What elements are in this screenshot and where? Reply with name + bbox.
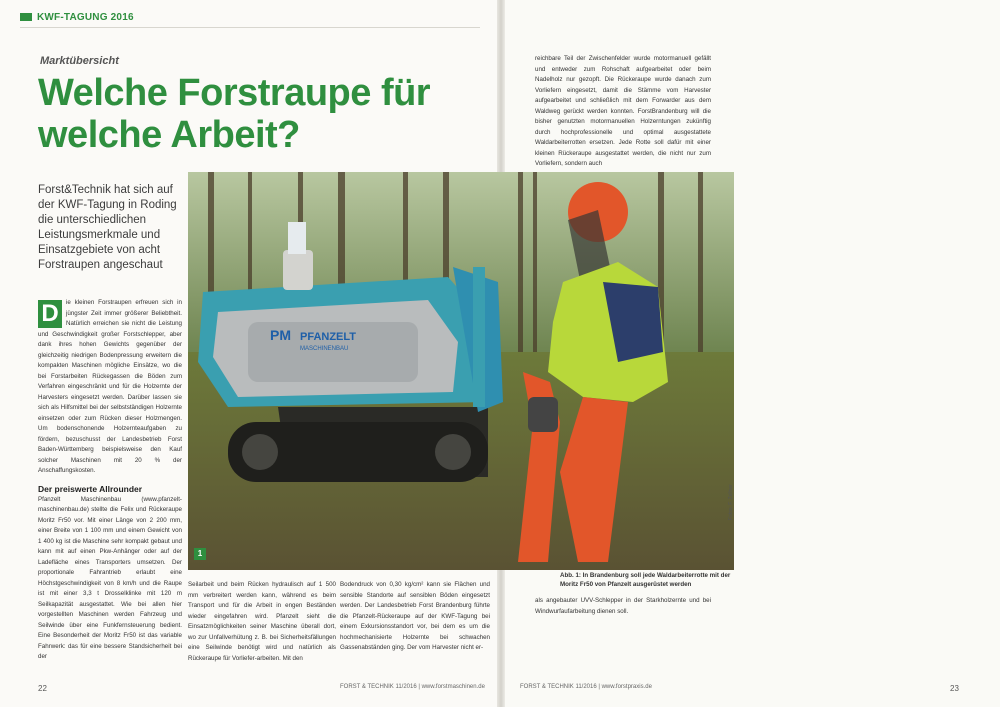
headline: Welche Forstraupe für welche Arbeit? (38, 72, 431, 156)
svg-text:MASCHINENBAU: MASCHINENBAU (300, 346, 349, 352)
middle-column (188, 580, 336, 680)
kicker: Marktübersicht (40, 55, 119, 67)
mid-para-2: Bodendruck von 0,30 kg/cm² kann sie Flächen und sensible Standorte auf sensiblen Böden eingesetzt werden. Der Landesbetrieb Forst Brandenburg führte die Pfanzelt-Rückeraupe auf der KWF-Tagung bei einem Exkursionsstandort vor, bei dem es um die hochmechanisierte Holzernte bei schwachen Gassenabständen ging. Der vom Harvester nicht er- (340, 581, 490, 651)
machine-brand-logo: PM (270, 327, 291, 343)
photo-credit: Fotos: F. Zellner (728, 484, 734, 520)
subhead: Der preiswerte Allrounder (38, 483, 143, 494)
left-footer-publication: FORST & TECHNIK 11/2016 | www.forstmaschinen.de (340, 684, 485, 690)
left-column (38, 298, 182, 678)
right-bottom-column (535, 596, 711, 636)
dropcap: D (38, 300, 62, 328)
left-para-1: ie kleinen Forstraupen erfreuen sich in jüngster Zeit immer größerer Beliebtheit. Natürlich erreichen sie nicht die Leistung und Geschwindigkeit großer Forstschlepper, aber dank ihres hohen Gewichts gegenüber der gleichzeitig niedrigen Bodenpressung erweitern die kompakten Maschinen mögliche Einsätze, wo die bei Forstarbeiten Rückegassen die Böden zum Verfahren eingeschränkt und für die Holzernte der Harvesters eingesetzt werden. Darüber lassen sie sich als Hilfsmittel bei der selbstständigen Holzernte einsetzen oder zum Rücken dieser Holzmengen. Um bodenschonende Holzernteaufgaben zu fördern, bezuschusst der Landesbetrieb Forst Baden-Württemberg beispielsweise den Kauf solcher Maschinen mit 20 % der Anschaffungskosten. (38, 299, 182, 474)
photo-badge: 1 (194, 548, 206, 560)
right-page-number: 23 (950, 684, 959, 693)
right-top-para: reichbare Teil der Zwischenfelder wurde motormanuell gefällt und entweder zum Rohschaft aufgearbeitet oder beim Nadelholz nur gezopft. Die Rückeraupe wurde danach zum Vorliefern eingesetzt, damit die Stämme vom Harvester aufgearbeitet und schließlich mit dem Forwarder aus dem Waldweg gerückt werden konnten. ForstBrandenburg will die bisher genutzten motormanuellen Holzerntungen zukünftig durch hochprofessionelle und optimal ausgestattete Waldarbeiterrotten ersetzen. Jede Rotte soll dafür mit einer kleinen Rückeraupe ausgestattet werden, die nicht nur zum Vorliefern, sondern auch (535, 55, 711, 166)
left-page-number: 22 (38, 684, 47, 693)
right-bottom-para: als angebauter UVV-Schlepper in der Starkholzernte und bei Windwurfaufarbeitung dienen soll. (535, 597, 711, 615)
feature-photo (188, 172, 734, 570)
middle-column-2 (340, 580, 490, 680)
left-para-2: Pfanzelt Maschinenbau (www.pfanzelt-maschinenbau.de) stellte die Felix und Rückeraupe Moritz Fr50 vor. Mit einer Länge von 2 200 mm, einer Breite von 1 100 mm und einem Gewicht von 1 400 kg ist die Maschine sehr kompakt gebaut und kann mit auf einen Pkw-Anhänger oder auf der Ladefläche eines Transporters umsetzen. Der proportionale Fahrantrieb erlaubt eine Höchstgeschwindigkeit von 8 km/h und die Raupe ist mit einer 3,3 t Drosselklinke mit 120 m Seilkapazität ausgestattet. Wie bei allen hier vorgestellten Maschinen werden Fahrzeug und Seilwinde über eine Funkfernsteuerung bedient. Eine Besonderheit der Moritz Fr50 ist das variable Fahrwerk: das für eine bessere Standsicherheit bei der (38, 495, 182, 660)
right-top-column (535, 54, 711, 166)
lede: Forst&Technik hat sich auf der KWF-Tagung in Roding die unterschiedlichen Leistungsmerkmale und Einsatzgebiete von acht Forstraupen angeschaut (38, 184, 177, 271)
svg-text:PFANZELT: PFANZELT (300, 331, 357, 343)
section-tag: KWF-TAGUNG 2016 (20, 12, 134, 23)
header-rule (20, 27, 480, 28)
mid-para: Seilarbeit und beim Rücken hydraulisch auf 1 500 mm verbreitert werden kann, während es beim Transport und für die Arbeit in engen Beständen wieder eingefahren wird. Pfanzelt sieht die Einsatzmöglichkeiten seiner Maschine überall dort, wo zur Unfallverhütung z. B. bei Sicherheitsfällungen eine Seilwinde benötigt wird und natürlich als Rückeraupe für Vorliefer-arbeiten. Mit den (188, 581, 336, 662)
photo-caption: Abb. 1: In Brandenburg soll jede Waldarbeiterrotte mit der Moritz Fr50 von Pfanzelt ausgerüstet werden (560, 572, 731, 588)
right-footer-publication: FORST & TECHNIK 11/2016 | www.forstpraxis.de (520, 684, 652, 690)
